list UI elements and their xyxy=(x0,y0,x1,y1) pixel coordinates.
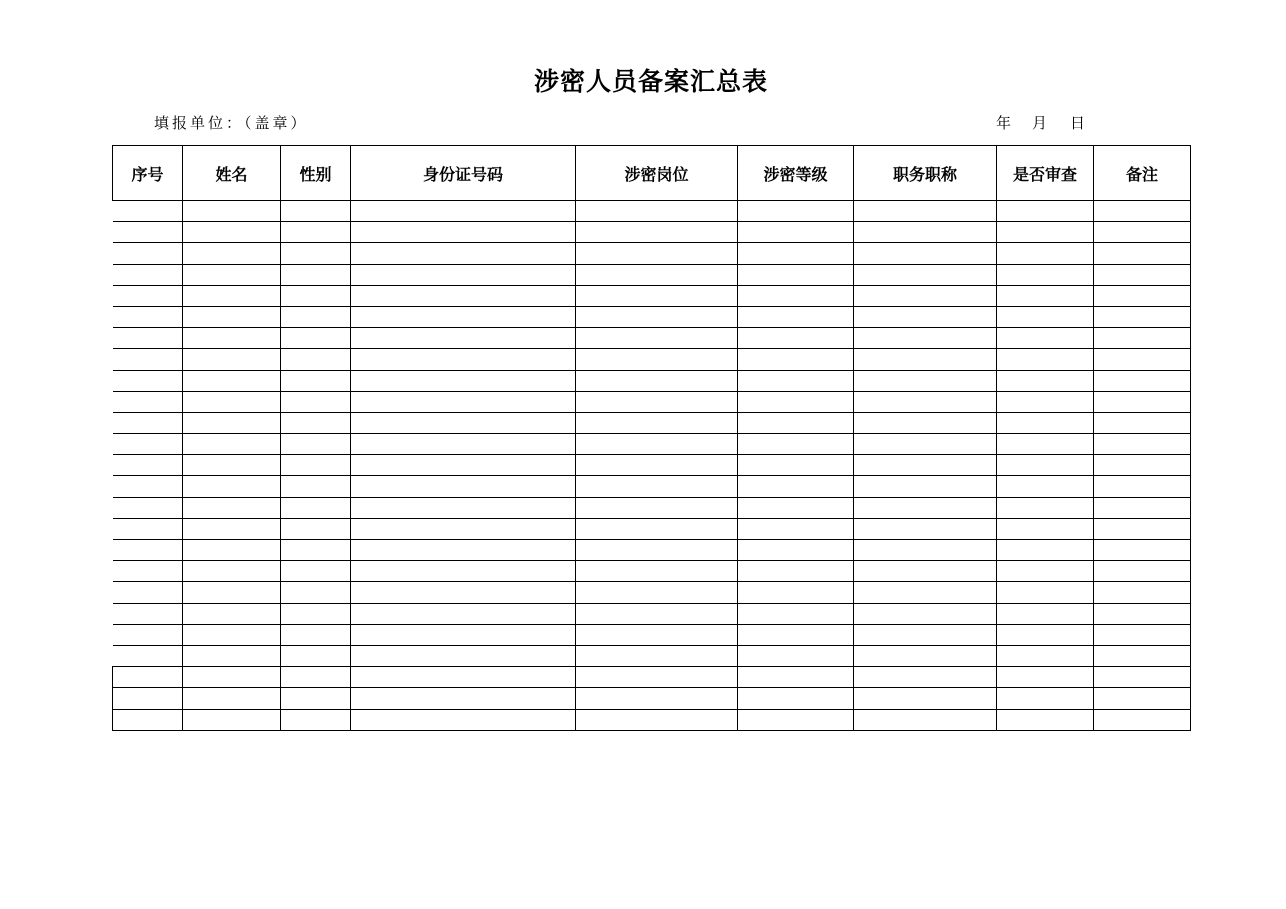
table-cell[interactable] xyxy=(351,285,576,306)
table-cell[interactable] xyxy=(113,349,183,370)
table-cell[interactable] xyxy=(738,497,854,518)
table-cell[interactable] xyxy=(997,540,1094,561)
table-cell[interactable] xyxy=(854,434,997,455)
table-cell[interactable] xyxy=(576,370,738,391)
table-cell[interactable] xyxy=(113,518,183,539)
table-cell[interactable] xyxy=(281,201,351,222)
table-cell[interactable] xyxy=(738,667,854,688)
table-cell[interactable] xyxy=(854,603,997,624)
table-cell[interactable] xyxy=(854,540,997,561)
table-cell[interactable] xyxy=(738,582,854,603)
col-header-remarks: 备注 xyxy=(1094,146,1191,201)
table-cell[interactable] xyxy=(854,709,997,730)
table-cell[interactable] xyxy=(351,624,576,645)
table-cell[interactable] xyxy=(854,667,997,688)
table-cell[interactable] xyxy=(997,603,1094,624)
table-cell[interactable] xyxy=(113,243,183,264)
table-cell[interactable] xyxy=(113,688,183,709)
table-row xyxy=(113,285,1191,306)
table-cell[interactable] xyxy=(1094,624,1191,645)
table-cell[interactable] xyxy=(854,243,997,264)
table-cell[interactable] xyxy=(854,349,997,370)
table-row xyxy=(113,518,1191,539)
table-cell[interactable] xyxy=(854,412,997,433)
table-row xyxy=(113,476,1191,497)
table-cell[interactable] xyxy=(183,476,281,497)
table-cell[interactable] xyxy=(854,455,997,476)
table-cell[interactable] xyxy=(1094,561,1191,582)
table-cell[interactable] xyxy=(183,624,281,645)
table-cell[interactable] xyxy=(576,285,738,306)
table-cell[interactable] xyxy=(576,455,738,476)
table-cell[interactable] xyxy=(351,561,576,582)
table-row xyxy=(113,603,1191,624)
table-cell[interactable] xyxy=(576,412,738,433)
table-cell[interactable] xyxy=(281,582,351,603)
table-cell[interactable] xyxy=(183,645,281,666)
table-cell[interactable] xyxy=(997,328,1094,349)
table-cell[interactable] xyxy=(281,412,351,433)
table-cell[interactable] xyxy=(997,264,1094,285)
table-cell[interactable] xyxy=(854,582,997,603)
table-cell[interactable] xyxy=(351,709,576,730)
date-day: 日 xyxy=(1070,114,1086,132)
table-cell[interactable] xyxy=(738,349,854,370)
table-cell[interactable] xyxy=(854,285,997,306)
table-cell[interactable] xyxy=(997,497,1094,518)
table-row xyxy=(113,434,1191,455)
table-cell[interactable] xyxy=(997,222,1094,243)
date-year: 年 xyxy=(996,114,1012,132)
table-cell[interactable] xyxy=(183,328,281,349)
table-cell[interactable] xyxy=(113,222,183,243)
table-cell[interactable] xyxy=(113,285,183,306)
table-cell[interactable] xyxy=(183,582,281,603)
table-cell[interactable] xyxy=(351,306,576,327)
table-cell[interactable] xyxy=(738,370,854,391)
table-cell[interactable] xyxy=(281,391,351,412)
table-cell[interactable] xyxy=(854,561,997,582)
table-cell[interactable] xyxy=(997,243,1094,264)
table-cell[interactable] xyxy=(997,667,1094,688)
table-cell[interactable] xyxy=(113,645,183,666)
table-cell[interactable] xyxy=(281,688,351,709)
table-cell[interactable] xyxy=(113,455,183,476)
table-body xyxy=(113,201,1191,731)
table-cell[interactable] xyxy=(576,667,738,688)
table-cell[interactable] xyxy=(1094,391,1191,412)
table-cell[interactable] xyxy=(183,370,281,391)
table-cell[interactable] xyxy=(1094,709,1191,730)
table-cell[interactable] xyxy=(113,476,183,497)
table-cell[interactable] xyxy=(854,391,997,412)
table-cell[interactable] xyxy=(854,497,997,518)
table-cell[interactable] xyxy=(113,497,183,518)
table-cell[interactable] xyxy=(183,349,281,370)
table-row xyxy=(113,645,1191,666)
table-cell[interactable] xyxy=(351,370,576,391)
table-cell[interactable] xyxy=(1094,243,1191,264)
table-cell[interactable] xyxy=(183,391,281,412)
table-cell[interactable] xyxy=(1094,645,1191,666)
table-row xyxy=(113,264,1191,285)
table-cell[interactable] xyxy=(576,434,738,455)
table-cell[interactable] xyxy=(351,667,576,688)
table-cell[interactable] xyxy=(738,222,854,243)
table-cell[interactable] xyxy=(183,561,281,582)
table-cell[interactable] xyxy=(1094,285,1191,306)
table-cell[interactable] xyxy=(281,243,351,264)
table-cell[interactable] xyxy=(997,561,1094,582)
table-cell[interactable] xyxy=(281,285,351,306)
table-cell[interactable] xyxy=(997,412,1094,433)
table-row xyxy=(113,561,1191,582)
table-cell[interactable] xyxy=(113,561,183,582)
table-cell[interactable] xyxy=(183,603,281,624)
table-cell[interactable] xyxy=(281,264,351,285)
table-cell[interactable] xyxy=(281,328,351,349)
table-row xyxy=(113,497,1191,518)
table-cell[interactable] xyxy=(576,476,738,497)
table-cell[interactable] xyxy=(576,518,738,539)
table-cell[interactable] xyxy=(113,624,183,645)
table-cell[interactable] xyxy=(281,306,351,327)
table-cell[interactable] xyxy=(1094,603,1191,624)
table-cell[interactable] xyxy=(183,285,281,306)
table-row xyxy=(113,667,1191,688)
table-cell[interactable] xyxy=(997,518,1094,539)
table-cell[interactable] xyxy=(1094,222,1191,243)
table-cell[interactable] xyxy=(997,349,1094,370)
table-cell[interactable] xyxy=(738,391,854,412)
table-cell[interactable] xyxy=(738,328,854,349)
table-cell[interactable] xyxy=(113,264,183,285)
table-cell[interactable] xyxy=(576,306,738,327)
table-cell[interactable] xyxy=(351,603,576,624)
table-cell[interactable] xyxy=(351,476,576,497)
table-row xyxy=(113,306,1191,327)
table-row xyxy=(113,370,1191,391)
table-cell[interactable] xyxy=(1094,455,1191,476)
fill-unit-label: 填报单位：（盖章） xyxy=(154,114,309,132)
table-cell[interactable] xyxy=(351,645,576,666)
table-cell[interactable] xyxy=(576,645,738,666)
table-cell[interactable] xyxy=(738,285,854,306)
table-cell[interactable] xyxy=(351,264,576,285)
table-cell[interactable] xyxy=(183,709,281,730)
table-row xyxy=(113,455,1191,476)
table-cell[interactable] xyxy=(113,412,183,433)
table-cell[interactable] xyxy=(183,518,281,539)
table-cell[interactable] xyxy=(281,540,351,561)
table-cell[interactable] xyxy=(281,561,351,582)
table-cell[interactable] xyxy=(281,370,351,391)
table-cell[interactable] xyxy=(1094,201,1191,222)
table-cell[interactable] xyxy=(113,391,183,412)
table-row xyxy=(113,412,1191,433)
table-cell[interactable] xyxy=(1094,349,1191,370)
table-cell[interactable] xyxy=(113,709,183,730)
table-cell[interactable] xyxy=(738,306,854,327)
table-cell[interactable] xyxy=(576,540,738,561)
table-row xyxy=(113,540,1191,561)
table-cell[interactable] xyxy=(738,561,854,582)
table-cell[interactable] xyxy=(1094,328,1191,349)
table-cell[interactable] xyxy=(738,709,854,730)
table-cell[interactable] xyxy=(997,582,1094,603)
table-row xyxy=(113,624,1191,645)
table-cell[interactable] xyxy=(738,540,854,561)
table-cell[interactable] xyxy=(1094,306,1191,327)
table-row xyxy=(113,243,1191,264)
table-cell[interactable] xyxy=(738,603,854,624)
table-cell[interactable] xyxy=(997,306,1094,327)
table-cell[interactable] xyxy=(576,264,738,285)
table-cell[interactable] xyxy=(854,306,997,327)
col-header-gender: 性别 xyxy=(281,146,351,201)
table-cell[interactable] xyxy=(113,370,183,391)
table-cell[interactable] xyxy=(113,582,183,603)
table-cell[interactable] xyxy=(351,540,576,561)
table-cell[interactable] xyxy=(281,667,351,688)
date-line xyxy=(996,112,1090,133)
table-cell[interactable] xyxy=(576,349,738,370)
table-cell[interactable] xyxy=(738,518,854,539)
table-cell[interactable] xyxy=(738,645,854,666)
table-row xyxy=(113,222,1191,243)
table-cell[interactable] xyxy=(854,222,997,243)
table-cell[interactable] xyxy=(997,370,1094,391)
table-row xyxy=(113,349,1191,370)
table-cell[interactable] xyxy=(183,455,281,476)
table-cell[interactable] xyxy=(183,688,281,709)
table-cell[interactable] xyxy=(281,434,351,455)
table-cell[interactable] xyxy=(997,201,1094,222)
table-cell[interactable] xyxy=(576,709,738,730)
table-cell[interactable] xyxy=(351,349,576,370)
table-row xyxy=(113,582,1191,603)
table-cell[interactable] xyxy=(113,306,183,327)
table-cell[interactable] xyxy=(738,412,854,433)
table-cell[interactable] xyxy=(1094,540,1191,561)
table-cell[interactable] xyxy=(281,222,351,243)
table-row xyxy=(113,688,1191,709)
table-cell[interactable] xyxy=(113,434,183,455)
table-cell[interactable] xyxy=(576,222,738,243)
table-cell[interactable] xyxy=(576,561,738,582)
table-cell[interactable] xyxy=(351,688,576,709)
table-cell[interactable] xyxy=(738,201,854,222)
table-cell[interactable] xyxy=(1094,518,1191,539)
table-cell[interactable] xyxy=(576,391,738,412)
table-cell[interactable] xyxy=(576,201,738,222)
table-cell[interactable] xyxy=(997,455,1094,476)
date-month: 月 xyxy=(1032,114,1048,132)
table-cell[interactable] xyxy=(1094,582,1191,603)
table-cell[interactable] xyxy=(351,243,576,264)
col-header-id-number: 身份证号码 xyxy=(351,146,576,201)
table-cell[interactable] xyxy=(351,455,576,476)
table-cell[interactable] xyxy=(1094,667,1191,688)
table-cell[interactable] xyxy=(113,328,183,349)
table-cell[interactable] xyxy=(1094,688,1191,709)
table-cell[interactable] xyxy=(738,624,854,645)
table-cell[interactable] xyxy=(183,667,281,688)
table-cell[interactable] xyxy=(351,582,576,603)
table-cell[interactable] xyxy=(351,434,576,455)
table-cell[interactable] xyxy=(576,497,738,518)
table-cell[interactable] xyxy=(854,201,997,222)
table-cell[interactable] xyxy=(351,412,576,433)
table-cell[interactable] xyxy=(738,476,854,497)
table-cell[interactable] xyxy=(183,222,281,243)
table-cell[interactable] xyxy=(351,201,576,222)
table-cell[interactable] xyxy=(351,222,576,243)
table-cell[interactable] xyxy=(113,201,183,222)
table-cell[interactable] xyxy=(854,476,997,497)
table-cell[interactable] xyxy=(281,603,351,624)
table-cell[interactable] xyxy=(183,540,281,561)
table-cell[interactable] xyxy=(997,688,1094,709)
table-cell[interactable] xyxy=(183,412,281,433)
table-cell[interactable] xyxy=(281,709,351,730)
table-cell[interactable] xyxy=(183,264,281,285)
table-cell[interactable] xyxy=(281,349,351,370)
table-cell[interactable] xyxy=(997,434,1094,455)
table-cell[interactable] xyxy=(281,518,351,539)
table-row xyxy=(113,328,1191,349)
table-cell[interactable] xyxy=(281,497,351,518)
table-cell[interactable] xyxy=(351,391,576,412)
table-cell[interactable] xyxy=(854,688,997,709)
table-cell[interactable] xyxy=(183,306,281,327)
page-title: 涉密人员备案汇总表 xyxy=(533,67,768,96)
table-cell[interactable] xyxy=(351,518,576,539)
table-cell[interactable] xyxy=(997,285,1094,306)
table-cell[interactable] xyxy=(351,497,576,518)
table-cell[interactable] xyxy=(738,264,854,285)
table-cell[interactable] xyxy=(997,624,1094,645)
table-cell[interactable] xyxy=(183,243,281,264)
table-cell[interactable] xyxy=(997,645,1094,666)
table-cell[interactable] xyxy=(738,455,854,476)
table-cell[interactable] xyxy=(1094,476,1191,497)
table-cell[interactable] xyxy=(576,582,738,603)
table-cell[interactable] xyxy=(738,243,854,264)
table-cell[interactable] xyxy=(738,688,854,709)
table-cell[interactable] xyxy=(576,603,738,624)
col-header-reviewed: 是否审查 xyxy=(997,146,1094,201)
table-cell[interactable] xyxy=(281,476,351,497)
col-header-name: 姓名 xyxy=(183,146,281,201)
table-cell[interactable] xyxy=(1094,434,1191,455)
table-cell[interactable] xyxy=(854,264,997,285)
table-cell[interactable] xyxy=(997,709,1094,730)
table-cell[interactable] xyxy=(281,645,351,666)
col-header-position-title: 职务职称 xyxy=(854,146,997,201)
table-cell[interactable] xyxy=(854,328,997,349)
table-row xyxy=(113,201,1191,222)
table-cell[interactable] xyxy=(351,328,576,349)
table-cell[interactable] xyxy=(281,455,351,476)
table-cell[interactable] xyxy=(1094,412,1191,433)
table-cell[interactable] xyxy=(183,497,281,518)
table-cell[interactable] xyxy=(183,434,281,455)
col-header-classified-level: 涉密等级 xyxy=(738,146,854,201)
table-cell[interactable] xyxy=(576,243,738,264)
table-cell[interactable] xyxy=(1094,370,1191,391)
table-cell[interactable] xyxy=(854,518,997,539)
table-cell[interactable] xyxy=(113,667,183,688)
table-cell[interactable] xyxy=(997,391,1094,412)
table-cell[interactable] xyxy=(854,370,997,391)
table-row xyxy=(113,709,1191,730)
table-cell[interactable] xyxy=(576,328,738,349)
table-cell[interactable] xyxy=(113,603,183,624)
table-cell[interactable] xyxy=(738,434,854,455)
table-cell[interactable] xyxy=(113,540,183,561)
table-cell[interactable] xyxy=(854,645,997,666)
table-cell[interactable] xyxy=(183,201,281,222)
table-row xyxy=(113,391,1191,412)
table-cell[interactable] xyxy=(1094,264,1191,285)
table-cell[interactable] xyxy=(576,688,738,709)
summary-table xyxy=(112,145,1191,731)
table-cell[interactable] xyxy=(281,624,351,645)
table-cell[interactable] xyxy=(576,624,738,645)
col-header-serial: 序号 xyxy=(113,146,183,201)
table-cell[interactable] xyxy=(854,624,997,645)
header-row xyxy=(113,146,1191,201)
table-cell[interactable] xyxy=(997,476,1094,497)
table-cell[interactable] xyxy=(1094,497,1191,518)
col-header-classified-post: 涉密岗位 xyxy=(576,146,738,201)
